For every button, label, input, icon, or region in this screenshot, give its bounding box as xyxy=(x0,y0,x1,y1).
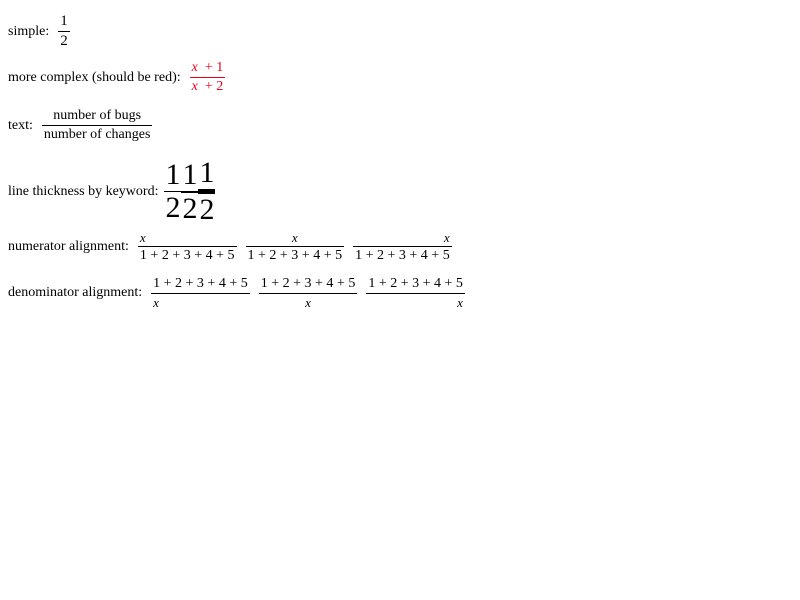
numerator-variable: x xyxy=(191,60,198,75)
numalign-left-numerator: x xyxy=(139,230,146,245)
medium-numerator: 1 xyxy=(182,157,198,191)
text-fraction xyxy=(42,109,153,142)
denominator-rest: + 2 xyxy=(204,79,224,94)
complex-label: more complex (should be red): xyxy=(8,69,181,85)
numalign-left-denominator: 1 + 2 + 3 + 4 + 5 xyxy=(139,248,235,263)
row-thickness xyxy=(8,158,215,225)
numalign-right-denominator: 1 + 2 + 3 + 4 + 5 xyxy=(355,248,450,263)
fraction-bar xyxy=(151,293,250,294)
denalign-right-numerator: 1 + 2 + 3 + 4 + 5 xyxy=(368,276,463,291)
complex-denominator xyxy=(190,78,226,94)
medium-fraction xyxy=(181,157,198,225)
thick-numerator: 1 xyxy=(199,156,215,189)
numalign-center-denominator: 1 + 2 + 3 + 4 + 5 xyxy=(247,248,343,263)
text-numerator: number of bugs xyxy=(53,108,142,123)
denalign-left-numerator: 1 + 2 + 3 + 4 + 5 xyxy=(153,276,248,291)
thin-numerator: 1 xyxy=(165,158,181,191)
denalign-left-fraction xyxy=(151,277,250,309)
row-complex xyxy=(8,61,228,94)
numalign-center-numerator: x xyxy=(291,230,298,245)
denalign-center-fraction xyxy=(259,277,358,309)
simple-numerator: 1 xyxy=(60,13,68,29)
denalign-right-fraction xyxy=(366,277,465,309)
numalign-center-fraction xyxy=(246,231,345,263)
row-simple xyxy=(8,14,73,49)
text-label: text: xyxy=(8,117,33,133)
simple-label: simple: xyxy=(8,23,50,39)
row-text xyxy=(8,109,155,142)
denominator-variable: x xyxy=(191,79,198,94)
simple-fraction xyxy=(58,14,70,49)
complex-fraction xyxy=(190,61,226,94)
complex-numerator xyxy=(190,61,226,77)
row-denominator-alignment xyxy=(8,277,468,309)
denalign-center-denominator: x xyxy=(305,295,311,310)
row-numerator-alignment xyxy=(8,231,455,263)
thickness-label: line thickness by keyword: xyxy=(8,183,159,199)
thick-fraction xyxy=(198,158,215,225)
text-denominator: number of changes xyxy=(43,127,151,142)
denalign-center-numerator: 1 + 2 + 3 + 4 + 5 xyxy=(260,276,356,291)
numerator-alignment-label: numerator alignment: xyxy=(8,239,129,254)
numalign-right-fraction xyxy=(353,231,452,263)
denalign-right-denominator: x xyxy=(457,295,463,310)
numalign-left-fraction xyxy=(138,231,237,263)
thick-denominator: 2 xyxy=(199,193,215,226)
numerator-rest: + 1 xyxy=(204,60,224,75)
simple-denominator: 2 xyxy=(60,33,68,49)
thin-fraction xyxy=(164,160,181,223)
denominator-alignment-label: denominator alignment: xyxy=(8,285,143,300)
thin-denominator: 2 xyxy=(165,191,181,224)
fraction-bar xyxy=(366,293,465,294)
denalign-left-denominator: x xyxy=(153,295,159,310)
medium-denominator: 2 xyxy=(182,191,198,225)
numalign-right-numerator: x xyxy=(443,230,450,245)
